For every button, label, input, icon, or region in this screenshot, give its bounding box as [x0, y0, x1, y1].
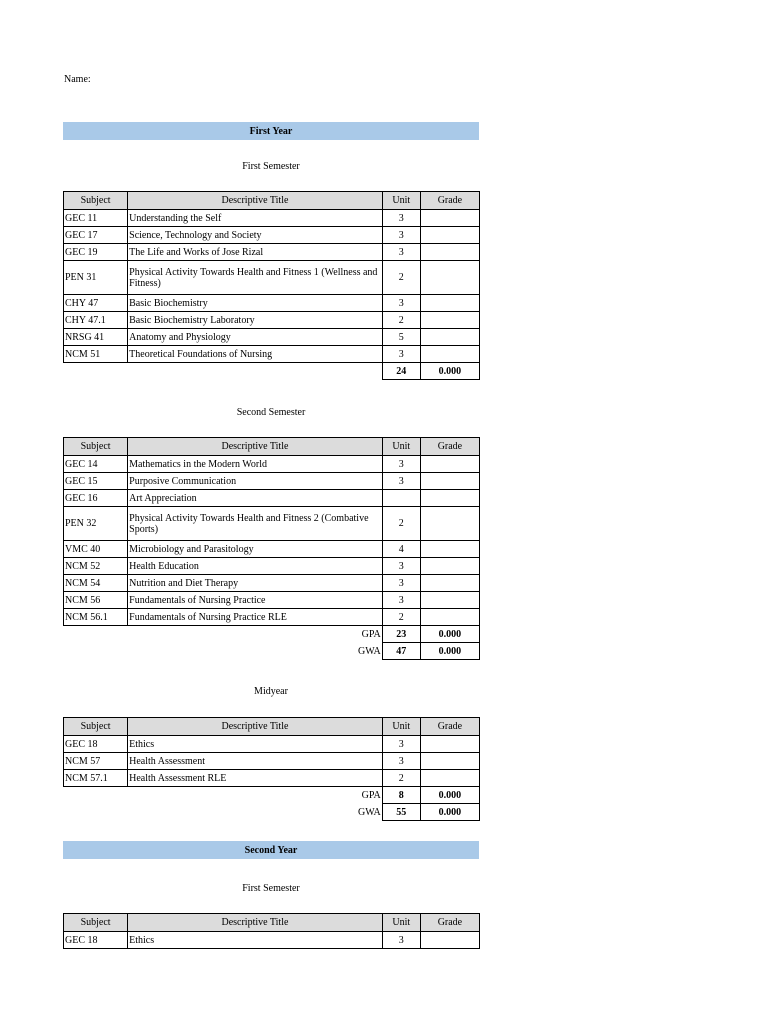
first-year-header: First Year	[63, 122, 479, 140]
total-row	[64, 363, 480, 380]
table-row	[64, 329, 480, 346]
gwa-units: 55	[382, 804, 420, 821]
grade-header: Grade	[420, 718, 479, 736]
subject-code: NCM 54	[64, 575, 128, 592]
y2-first-semester-table	[63, 913, 480, 949]
descriptive-title: Ethics	[128, 736, 383, 753]
gpa-units: 8	[382, 787, 420, 804]
unit-header: Unit	[382, 914, 420, 932]
descriptive-title: The Life and Works of Jose Rizal	[128, 244, 383, 261]
subject-code: NCM 57.1	[64, 770, 128, 787]
descriptive-title: Anatomy and Physiology	[128, 329, 383, 346]
grade-header: Grade	[420, 438, 479, 456]
table-row	[64, 541, 480, 558]
table-row	[64, 210, 480, 227]
gwa-label: GWA	[357, 645, 381, 657]
subject-header: Subject	[64, 192, 128, 210]
unit-header: Unit	[382, 192, 420, 210]
table-row	[64, 312, 480, 329]
unit-header: Unit	[382, 718, 420, 736]
y2-first-semester-title: First Semester	[242, 883, 300, 894]
gwa-label: GWA	[357, 806, 381, 818]
second-year-header: Second Year	[63, 841, 479, 859]
total-units: 24	[382, 363, 420, 380]
descriptive-title: Basic Biochemistry Laboratory	[128, 312, 383, 329]
grade-cell[interactable]	[420, 575, 479, 592]
subject-code: GEC 16	[64, 490, 128, 507]
total-grade: 0.000	[420, 363, 479, 380]
y1-midyear-table	[63, 717, 480, 821]
subject-header: Subject	[64, 438, 128, 456]
unit-cell: 3	[382, 295, 420, 312]
subject-code: PEN 32	[64, 507, 128, 541]
y1-first-semester-table	[63, 191, 480, 380]
title-header: Descriptive Title	[128, 438, 383, 456]
descriptive-title: Fundamentals of Nursing Practice RLE	[128, 609, 383, 626]
gwa-units: 47	[382, 643, 420, 660]
grade-cell[interactable]	[420, 736, 479, 753]
y1-second-semester-title: Second Semester	[236, 407, 306, 418]
table-row	[64, 753, 480, 770]
gpa-label: GPA	[361, 789, 381, 801]
subject-code: NCM 57	[64, 753, 128, 770]
gwa-row	[64, 643, 480, 660]
descriptive-title: Ethics	[128, 932, 383, 949]
table-row	[64, 456, 480, 473]
unit-cell: 2	[382, 770, 420, 787]
descriptive-title: Theoretical Foundations of Nursing	[128, 346, 383, 363]
unit-header: Unit	[382, 438, 420, 456]
subject-code: GEC 11	[64, 210, 128, 227]
grade-cell[interactable]	[420, 456, 479, 473]
unit-cell	[382, 490, 420, 507]
table-row	[64, 507, 480, 541]
unit-cell: 2	[382, 507, 420, 541]
descriptive-title: Health Assessment RLE	[128, 770, 383, 787]
unit-cell: 3	[382, 558, 420, 575]
descriptive-title: Physical Activity Towards Health and Fitness 1 (Wellness and Fitness)	[128, 261, 383, 295]
descriptive-title: Nutrition and Diet Therapy	[128, 575, 383, 592]
descriptive-title: Art Appreciation	[128, 490, 383, 507]
subject-code: PEN 31	[64, 261, 128, 295]
descriptive-title: Health Education	[128, 558, 383, 575]
table-row	[64, 609, 480, 626]
unit-cell: 3	[382, 736, 420, 753]
unit-cell: 3	[382, 592, 420, 609]
subject-code: CHY 47.1	[64, 312, 128, 329]
grade-cell[interactable]	[420, 507, 479, 541]
table-row	[64, 770, 480, 787]
table-row	[64, 261, 480, 295]
unit-cell: 3	[382, 473, 420, 490]
table-row	[64, 592, 480, 609]
title-header: Descriptive Title	[128, 718, 383, 736]
subject-code: CHY 47	[64, 295, 128, 312]
subject-code: GEC 17	[64, 227, 128, 244]
y1-midyear-title: Midyear	[254, 686, 288, 697]
table-row	[64, 558, 480, 575]
unit-cell: 3	[382, 456, 420, 473]
subject-code: GEC 14	[64, 456, 128, 473]
gpa-row	[64, 787, 480, 804]
subject-header: Subject	[64, 914, 128, 932]
table-row	[64, 490, 480, 507]
grade-cell[interactable]	[420, 329, 479, 346]
subject-code: GEC 18	[64, 932, 128, 949]
grade-cell[interactable]	[420, 541, 479, 558]
title-header: Descriptive Title	[128, 192, 383, 210]
subject-code: NRSG 41	[64, 329, 128, 346]
unit-cell: 5	[382, 329, 420, 346]
table-row	[64, 932, 480, 949]
grade-cell[interactable]	[420, 770, 479, 787]
name-label: Name:	[64, 74, 91, 85]
table-row	[64, 295, 480, 312]
gpa-value: 0.000	[420, 787, 479, 804]
grade-cell[interactable]	[420, 473, 479, 490]
descriptive-title: Purposive Communication	[128, 473, 383, 490]
table-row	[64, 575, 480, 592]
subject-code: GEC 18	[64, 736, 128, 753]
descriptive-title: Physical Activity Towards Health and Fitness 2 (Combative Sports)	[128, 507, 383, 541]
grade-cell[interactable]	[420, 227, 479, 244]
unit-cell: 2	[382, 609, 420, 626]
unit-cell: 3	[382, 210, 420, 227]
grade-cell[interactable]	[420, 558, 479, 575]
grade-cell[interactable]	[420, 210, 479, 227]
gpa-value: 0.000	[420, 626, 479, 643]
descriptive-title: Basic Biochemistry	[128, 295, 383, 312]
unit-cell: 3	[382, 227, 420, 244]
y1-first-semester-title: First Semester	[242, 161, 300, 172]
grade-cell[interactable]	[420, 261, 479, 295]
y1-second-semester-table	[63, 437, 480, 660]
descriptive-title: Understanding the Self	[128, 210, 383, 227]
gpa-label: GPA	[361, 628, 381, 640]
grade-cell[interactable]	[420, 312, 479, 329]
descriptive-title: Fundamentals of Nursing Practice	[128, 592, 383, 609]
grade-cell[interactable]	[420, 346, 479, 363]
unit-cell: 3	[382, 932, 420, 949]
grade-cell[interactable]	[420, 295, 479, 312]
subject-code: NCM 56	[64, 592, 128, 609]
subject-header: Subject	[64, 718, 128, 736]
unit-cell: 3	[382, 244, 420, 261]
title-header: Descriptive Title	[128, 914, 383, 932]
unit-cell: 2	[382, 312, 420, 329]
table-row	[64, 346, 480, 363]
gpa-units: 23	[382, 626, 420, 643]
descriptive-title: Mathematics in the Modern World	[128, 456, 383, 473]
descriptive-title: Microbiology and Parasitology	[128, 541, 383, 558]
table-row	[64, 473, 480, 490]
subject-code: NCM 56.1	[64, 609, 128, 626]
gwa-row	[64, 804, 480, 821]
subject-code: NCM 51	[64, 346, 128, 363]
unit-cell: 4	[382, 541, 420, 558]
table-row	[64, 736, 480, 753]
table-row	[64, 244, 480, 261]
grade-header: Grade	[420, 192, 479, 210]
grade-cell[interactable]	[420, 490, 479, 507]
grade-cell[interactable]	[420, 753, 479, 770]
subject-code: GEC 15	[64, 473, 128, 490]
grade-cell[interactable]	[420, 244, 479, 261]
unit-cell: 2	[382, 261, 420, 295]
unit-cell: 3	[382, 346, 420, 363]
gwa-value: 0.000	[420, 804, 479, 821]
subject-code: NCM 52	[64, 558, 128, 575]
unit-cell: 3	[382, 753, 420, 770]
descriptive-title: Science, Technology and Society	[128, 227, 383, 244]
table-row	[64, 227, 480, 244]
grade-cell[interactable]	[420, 609, 479, 626]
grade-cell[interactable]	[420, 592, 479, 609]
descriptive-title: Health Assessment	[128, 753, 383, 770]
gpa-row	[64, 626, 480, 643]
unit-cell: 3	[382, 575, 420, 592]
grade-header: Grade	[420, 914, 479, 932]
subject-code: GEC 19	[64, 244, 128, 261]
grade-cell[interactable]	[420, 932, 479, 949]
subject-code: VMC 40	[64, 541, 128, 558]
gwa-value: 0.000	[420, 643, 479, 660]
